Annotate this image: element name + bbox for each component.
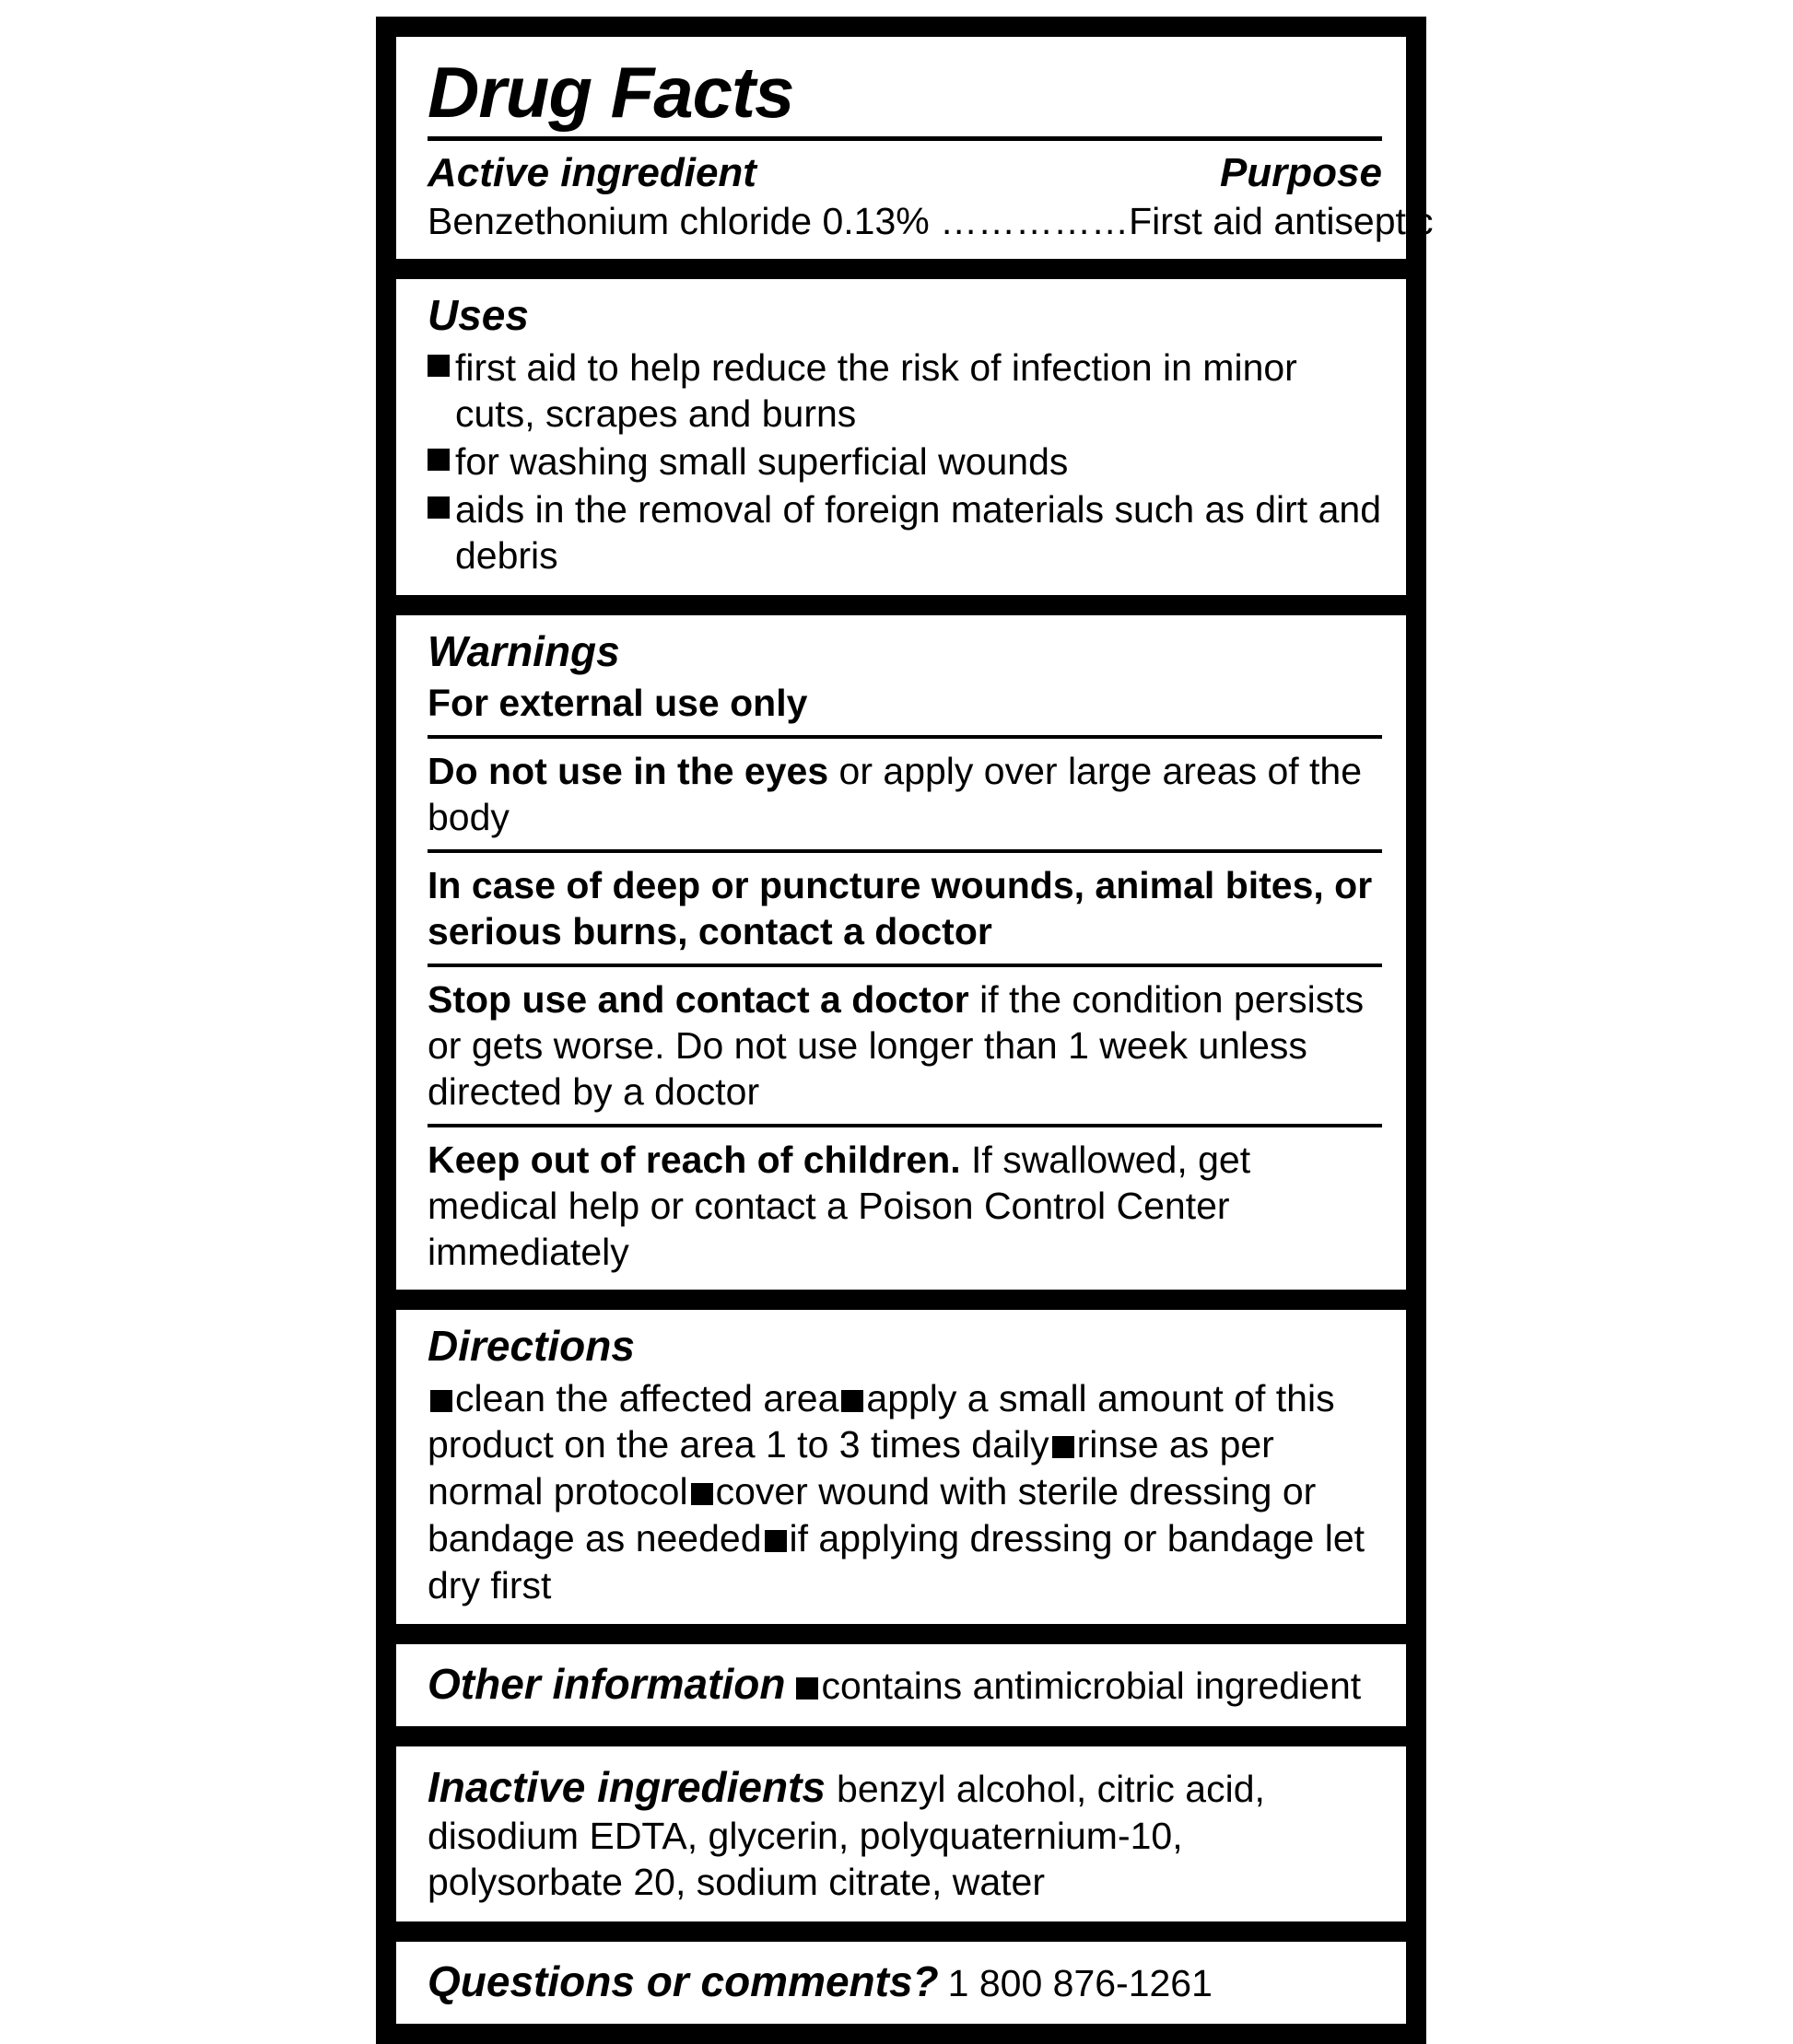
warning-divider <box>428 849 1382 853</box>
square-bullet-icon <box>430 1390 452 1412</box>
questions-heading: Questions or comments? <box>428 1957 939 2006</box>
warnings-heading: Warnings <box>428 627 620 676</box>
square-bullet-icon <box>428 496 450 519</box>
warning-item-bold: Keep out of reach of children. <box>428 1138 961 1181</box>
other-information-text: contains antimicrobial ingredient <box>821 1664 1362 1707</box>
directions-step: clean the affected area <box>455 1376 839 1419</box>
active-ingredient-headings <box>428 150 1382 195</box>
uses-item-text: first aid to help reduce the risk of infection in minor cuts, scrapes and burns <box>455 345 1297 435</box>
drug-facts-label <box>376 17 1434 2044</box>
square-bullet-icon <box>691 1483 713 1505</box>
section-active-ingredient <box>396 37 1434 279</box>
directions-step: apply a small amount of this product on the area 1 to 3 times daily <box>428 1376 1335 1466</box>
warning-item-bold: Stop use and contact a doctor <box>428 977 969 1021</box>
active-ingredient-heading: Active ingredient <box>428 149 756 195</box>
warning-item-rest: If swallowed, get medical help or contact a Poison Control Center immediately <box>428 1138 1251 1273</box>
directions-steps <box>428 1375 1382 1609</box>
warning-item <box>428 1137 1382 1275</box>
section-warnings <box>396 615 1406 1310</box>
title-divider <box>428 136 1382 141</box>
section-uses <box>396 279 1406 615</box>
questions-phone[interactable]: 1 800 876-1261 <box>947 1962 1213 2005</box>
directions-step: rinse as per normal protocol <box>428 1423 1274 1513</box>
uses-item-text: for washing small superficial wounds <box>455 439 1069 483</box>
warning-item <box>428 862 1382 954</box>
warning-divider <box>428 1124 1382 1127</box>
warning-item-bold: Do not use in the eyes <box>428 749 829 792</box>
list-item <box>428 345 1382 437</box>
page-title: Drug Facts <box>428 52 794 133</box>
list-item <box>428 486 1382 578</box>
directions-step: cover wound with sterile dressing or bandage as needed <box>428 1470 1317 1560</box>
purpose-heading: Purpose <box>1219 149 1382 195</box>
inactive-ingredients-heading: Inactive ingredients <box>428 1762 826 1811</box>
square-bullet-icon <box>428 449 450 471</box>
section-directions <box>396 1310 1406 1644</box>
warning-item <box>428 976 1382 1115</box>
other-information-heading: Other information <box>428 1659 786 1708</box>
section-inactive-ingredients <box>396 1746 1406 1942</box>
uses-item-text: aids in the removal of foreign materials such as dirt and debris <box>455 487 1382 577</box>
square-bullet-icon <box>796 1677 818 1699</box>
warning-divider <box>428 735 1382 739</box>
square-bullet-icon <box>1052 1436 1074 1458</box>
warning-external-use: For external use only <box>428 681 808 724</box>
square-bullet-icon <box>841 1390 863 1412</box>
warning-item-rest: or apply over large areas of the body <box>428 749 1363 838</box>
active-ingredient-row <box>428 199 1434 244</box>
warning-item-rest: if the condition persists or gets worse. Do not use longer than 1 week unless directed by a doctor <box>428 977 1365 1113</box>
uses-heading: Uses <box>428 291 529 340</box>
square-bullet-icon <box>428 355 450 377</box>
square-bullet-icon <box>765 1530 787 1552</box>
active-ingredient-value: Benzethonium chloride 0.13% …………… <box>428 200 1130 243</box>
section-other-information <box>396 1644 1406 1746</box>
directions-heading: Directions <box>428 1321 635 1370</box>
warning-item <box>428 748 1382 840</box>
directions-step: if applying dressing or bandage let dry first <box>428 1517 1365 1606</box>
warning-item-bold: In case of deep or puncture wounds, animal bites, or serious burns, contact a doctor <box>428 863 1373 952</box>
purpose-value: First aid antiseptic <box>1129 200 1434 243</box>
list-item <box>428 438 1382 485</box>
uses-list <box>428 345 1382 578</box>
section-questions <box>396 1942 1406 2024</box>
inactive-ingredients-text: benzyl alcohol, citric acid, disodium EDTA, glycerin, polyquaternium-10, polysorbate 20, sodium citrate, water <box>428 1767 1265 1903</box>
warning-divider <box>428 964 1382 967</box>
